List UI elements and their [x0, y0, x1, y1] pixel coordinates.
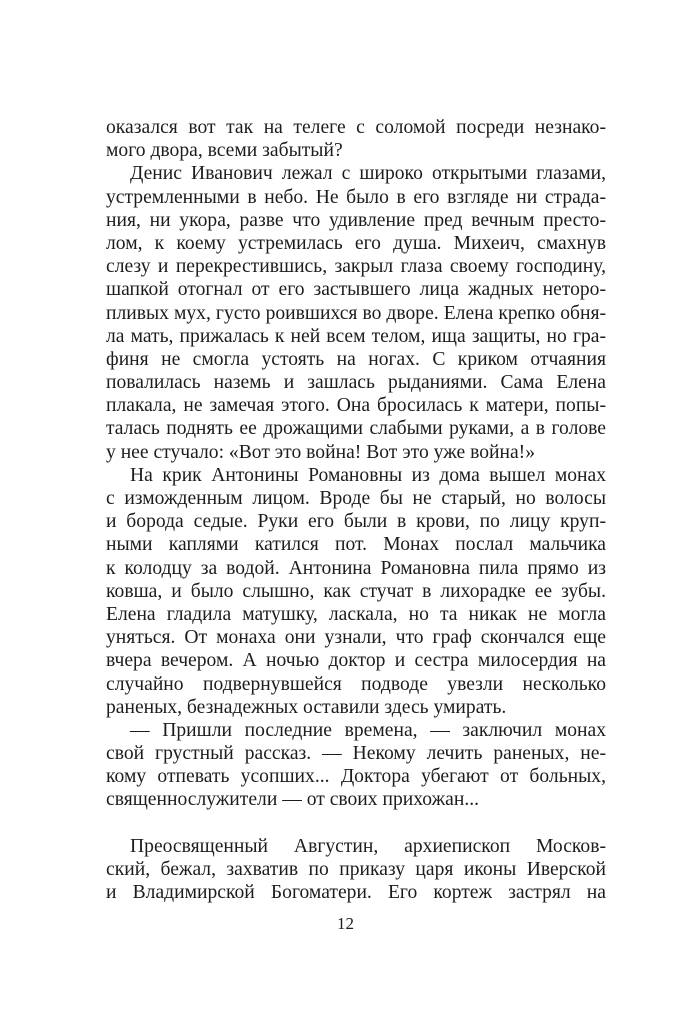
text-line: раненых, безнадежных оставили здесь умирать. [106, 696, 507, 718]
paragraph-1 [106, 116, 606, 162]
text-line: шапкой отогнал от его застывшего лица жадных неторо- [106, 279, 606, 301]
text-line: ла мать, прижалась к ней всем телом, ища защиты, но гра- [106, 325, 606, 347]
text-line: с изможденным лицом. Вроде бы не старый, но волосы [106, 488, 606, 509]
text-line: пливых мух, густо роившихся во дворе. Елена крепко обня- [106, 302, 606, 324]
text-line: случайно подвернувшейся подводе увезли несколько [106, 673, 606, 695]
text-line: ковша, и было слышно, как стучат в лихорадке ее зубы. [106, 580, 606, 602]
text-line: слезу и перекрестившись, закрыл глаза своему господину, [106, 256, 606, 278]
paragraph-2 [106, 162, 606, 463]
text-line: вчера вечером. А ночью доктор и сестра милосердия на [106, 650, 606, 672]
text-line: и Владимирской Богоматери. Его кортеж застрял на [106, 882, 606, 904]
body-text [106, 116, 606, 904]
text-line: уняться. От монаха они узнали, что граф скончался еще [106, 627, 606, 649]
text-line: лом, к коему устремилась его душа. Михеич, смахнув [106, 232, 606, 254]
paragraph-3 [106, 464, 606, 719]
text-line: финя не смогла устоять на ногах. С криком отчаяния [106, 348, 606, 370]
text-line: повалилась наземь и зашлась рыданиями. Сама Елена [106, 372, 606, 394]
section-gap [106, 812, 606, 835]
text-line: кому отпевать усопших... Доктора убегают от больных, [106, 766, 606, 788]
text-line: Елена гладила матушку, ласкала, но та никак не могла [106, 603, 606, 625]
paragraph-4 [106, 719, 606, 812]
text-line: священнослужители — от своих прихожан... [106, 789, 480, 811]
text-line: Денис Иванович лежал с широко открытыми глазами, [130, 163, 606, 185]
text-line: у нее стучало: «Вот это война! Вот это уже война!» [106, 441, 535, 463]
text-line: устремленными в небо. Не было в его взгляде ни страда- [106, 186, 606, 208]
text-line: ния, ни укора, разве что удивление пред вечным престо- [106, 209, 606, 231]
text-line: ными каплями катился пот. Монах послал мальчика [106, 534, 606, 556]
page-number: 12 [337, 914, 354, 933]
text-line: Преосвященный Августин, архиепископ Москов- [130, 835, 606, 857]
text-line: оказался вот так на телеге с соломой посреди незнако- [106, 117, 606, 138]
text-line: мого двора, всеми забытый? [106, 140, 343, 162]
text-line: свой грустный рассказ. — Некому лечить раненых, не- [106, 743, 606, 765]
text-line: талась поднять ее дрожащими слабыми руками, а в голове [106, 418, 606, 440]
text-line: На крик Антонины Романовны из дома вышел монах [130, 464, 606, 486]
text-line: к колодцу за водой. Антонина Романовна пила прямо из [106, 557, 606, 579]
text-line: — Пришли последние времена, — заключил монах [130, 719, 606, 741]
paragraph-5 [106, 835, 606, 905]
text-line: ский, бежал, захватив по приказу царя иконы Иверской [106, 859, 606, 880]
text-line: и борода седые. Руки его были в крови, по лицу круп- [106, 511, 606, 533]
text-line: плакала, не замечая этого. Она бросилась к матери, попы- [106, 395, 606, 417]
